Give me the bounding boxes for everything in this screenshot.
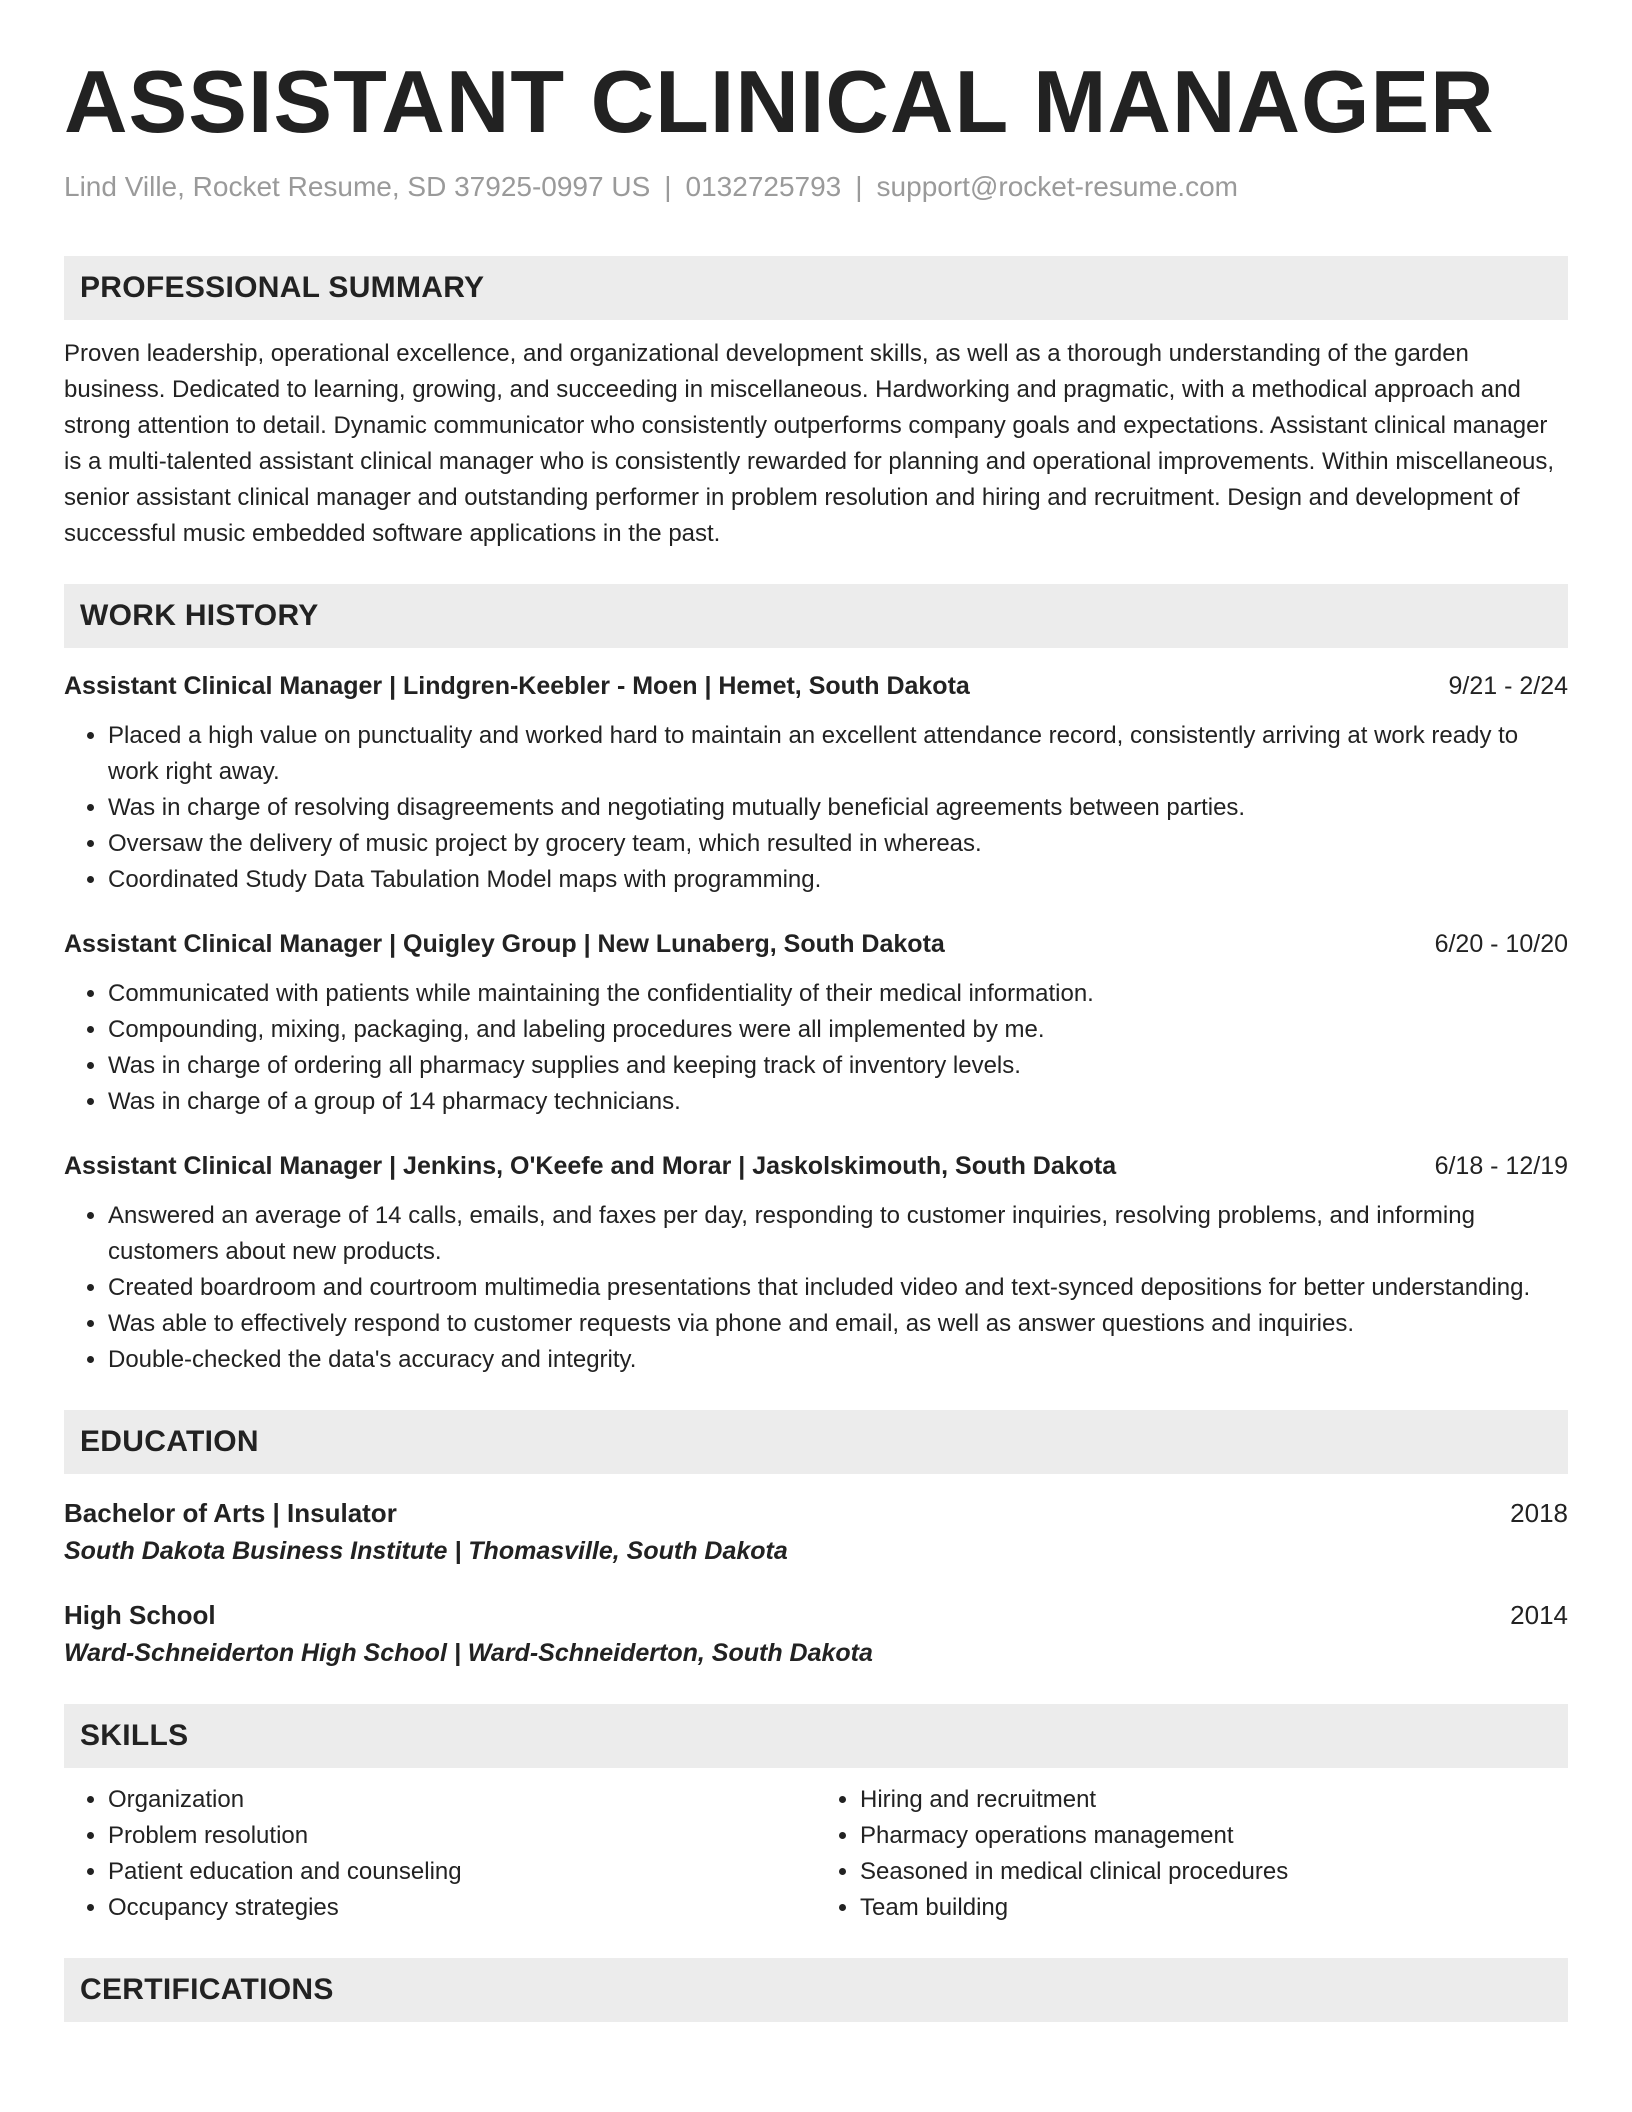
job-entry (64, 1148, 1568, 1378)
contact-line (64, 170, 1568, 204)
education-entry (64, 1596, 1568, 1672)
job-title: Assistant Clinical Manager | Lindgren-Keebler - Moen | Hemet, South Dakota (64, 671, 970, 700)
job-bullet: • Communicated with patients while maintaining the confidentiality of their medical information. (108, 976, 1568, 1012)
education-year: 2018 (1510, 1497, 1568, 1528)
job-title: Assistant Clinical Manager | Jenkins, O'Keefe and Morar | Jaskolskimouth, South Dakota (64, 1151, 1117, 1180)
skill-item: • Patient education and counseling (108, 1854, 816, 1890)
section-header-skills: SKILLS (64, 1704, 1568, 1768)
job-title: Assistant Clinical Manager | Quigley Group | New Lunaberg, South Dakota (64, 929, 945, 958)
section-header-education: EDUCATION (64, 1410, 1568, 1474)
skill-item: • Organization (108, 1782, 816, 1818)
skills-column-left (64, 1782, 816, 1926)
section-header-summary: PROFESSIONAL SUMMARY (64, 256, 1568, 320)
candidate-name: ASSISTANT CLINICAL MANAGER (64, 52, 1495, 151)
job-bullet: • Was in charge of a group of 14 pharmacy technicians. (108, 1084, 1568, 1120)
skill-item: • Team building (860, 1890, 1568, 1926)
job-header (64, 1148, 1568, 1184)
job-bullets (64, 718, 1568, 898)
job-bullet: • Was in charge of ordering all pharmacy supplies and keeping track of inventory levels. (108, 1048, 1568, 1084)
skill-item: • Problem resolution (108, 1818, 816, 1854)
job-header (64, 668, 1568, 704)
job-bullet: • Compounding, mixing, packaging, and labeling procedures were all implemented by me. (108, 1012, 1568, 1048)
job-bullets (64, 1198, 1568, 1378)
education-entry (64, 1494, 1568, 1570)
skill-item: • Pharmacy operations management (860, 1818, 1568, 1854)
education-degree: Bachelor of Arts | Insulator (64, 1497, 397, 1528)
section-header-certifications: CERTIFICATIONS (64, 1958, 1568, 2022)
job-bullet: • Double-checked the data's accuracy and integrity. (108, 1342, 1568, 1378)
job-dates: 6/20 - 10/20 (1434, 929, 1568, 958)
job-bullet: • Answered an average of 14 calls, emails, and faxes per day, responding to customer inquiries, resolving problems, and informing customers about new products. (108, 1198, 1568, 1270)
job-bullet: • Was able to effectively respond to customer requests via phone and email, as well as answer questions and inquiries. (108, 1306, 1568, 1342)
contact-email[interactable]: support@rocket-resume.com (876, 171, 1238, 202)
skills-column-right (816, 1782, 1568, 1926)
education-degree: High School (64, 1599, 216, 1630)
education-school: South Dakota Business Institute | Thomasville, South Dakota (64, 1536, 788, 1565)
skill-item: • Hiring and recruitment (860, 1782, 1568, 1818)
skill-item: • Occupancy strategies (108, 1890, 816, 1926)
education-year: 2014 (1510, 1599, 1568, 1630)
contact-phone: 0132725793 (685, 171, 842, 202)
job-dates: 6/18 - 12/19 (1434, 1151, 1568, 1180)
education-header (64, 1494, 1568, 1532)
job-bullets (64, 976, 1568, 1120)
job-bullet: • Created boardroom and courtroom multimedia presentations that included video and text-synced depositions for better understanding. (108, 1270, 1568, 1306)
skill-item: • Seasoned in medical clinical procedures (860, 1854, 1568, 1890)
job-bullet: • Oversaw the delivery of music project by grocery team, which resulted in whereas. (108, 826, 1568, 862)
contact-separator: | (855, 171, 863, 202)
job-bullet: • Was in charge of resolving disagreements and negotiating mutually beneficial agreements between parties. (108, 790, 1568, 826)
job-entry (64, 926, 1568, 1120)
summary-text: Proven leadership, operational excellence, and organizational development skills, as well as a thorough understanding of the garden business. Dedicated to learning, growing, and succeeding in miscellaneous. Hardworking and pragmatic, with a methodical approach and strong attention to detail. Dynamic communicator who consistently outperforms company goals and expectations. Assistant clinical manager is a multi-talented assistant clinical manager who is consistently rewarded for planning and operational improvements. Within miscellaneous, senior assistant clinical manager and outstanding performer in problem resolution and hiring and recruitment. Design and development of successful music embedded software applications in the past. (64, 339, 1555, 547)
contact-separator: | (664, 171, 672, 202)
job-dates: 9/21 - 2/24 (1448, 671, 1568, 700)
job-entry (64, 668, 1568, 898)
contact-address: Lind Ville, Rocket Resume, SD 37925-0997 US (64, 171, 651, 202)
section-header-work-history: WORK HISTORY (64, 584, 1568, 648)
education-school: Ward-Schneiderton High School | Ward-Schneiderton, South Dakota (64, 1638, 873, 1667)
skills-list (64, 1782, 1568, 1926)
job-header (64, 926, 1568, 962)
job-bullet: • Coordinated Study Data Tabulation Model maps with programming. (108, 862, 1568, 898)
job-bullet: • Placed a high value on punctuality and worked hard to maintain an excellent attendance record, consistently arriving at work ready to work right away. (108, 718, 1568, 790)
education-header (64, 1596, 1568, 1634)
